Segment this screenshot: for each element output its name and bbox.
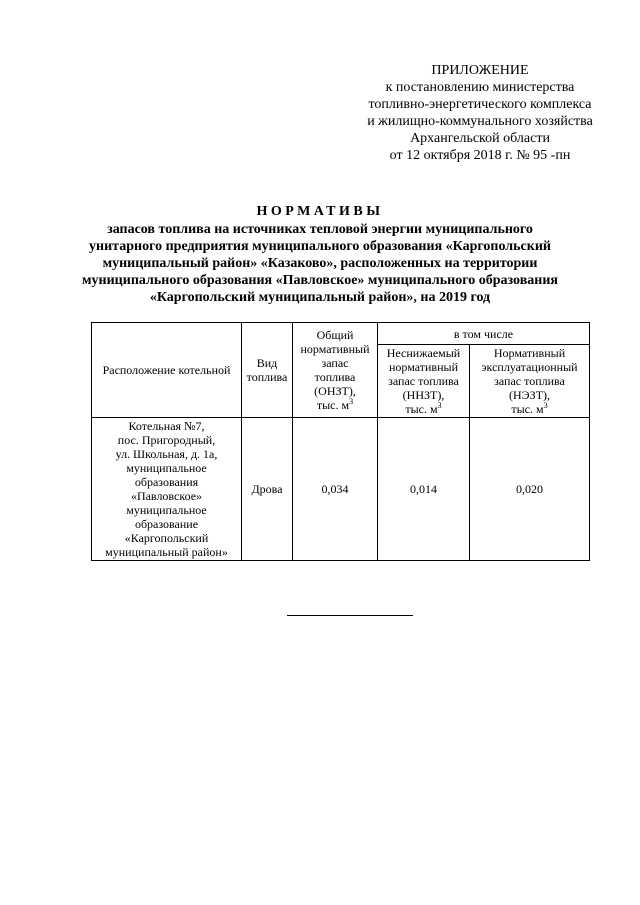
appendix-line: и жилищно-коммунального хозяйства: [367, 114, 593, 129]
appendix-line: топливно-энергетического комплекса: [368, 97, 592, 112]
title-line: муниципального образования «Павловское» муниципального образования: [82, 273, 558, 288]
header-nezt: Нормативный эксплуатационный запас топлива (НЭЗТ), тыс. $м^3$: [470, 345, 590, 418]
end-rule: [287, 615, 413, 616]
document-title: [60, 203, 580, 306]
cell-fuel: Дрова: [242, 418, 293, 561]
norms-table: [91, 322, 590, 561]
cell-nnzt: 0,014: [378, 418, 470, 561]
table-header-row: [92, 323, 590, 345]
cell-location: Котельная №7, пос. Пригородный, ул. Школьная, д. 1а, муниципальное образования «Павловское» муниципальное образование «Каргопольский муниципальный район»: [92, 418, 242, 561]
header-location: Расположение котельной: [92, 323, 242, 418]
title-line: унитарного предприятия муниципального образования «Каргопольский: [89, 239, 551, 254]
table-row: [92, 418, 590, 561]
title-main: НОРМАТИВЫ: [256, 204, 384, 219]
appendix-line: Архангельской области: [410, 131, 550, 146]
header-nnzt: Неснижаемый нормативный запас топлива (ННЗТ), тыс. $м^3$: [378, 345, 470, 418]
appendix-heading: ПРИЛОЖЕНИЕ: [431, 63, 529, 78]
header-fuel-type: Вид топлива: [242, 323, 293, 418]
appendix-block: [330, 62, 630, 164]
title-line: «Каргопольский муниципальный район», на 2019 год: [149, 290, 491, 305]
title-line: муниципальный район» «Казаково», расположенных на территории: [102, 256, 538, 271]
cell-nezt: 0,020: [470, 418, 590, 561]
title-line: запасов топлива на источниках тепловой энергии муниципального: [107, 222, 533, 237]
header-including: в том числе: [378, 323, 590, 345]
cell-total: 0,034: [293, 418, 378, 561]
header-total-reserve: Общий нормативный запас топлива (ОНЗТ), тыс. $м^3$: [293, 323, 378, 418]
appendix-line: от 12 октября 2018 г. № 95 -пн: [389, 148, 571, 163]
appendix-line: к постановлению министерства: [385, 80, 575, 95]
